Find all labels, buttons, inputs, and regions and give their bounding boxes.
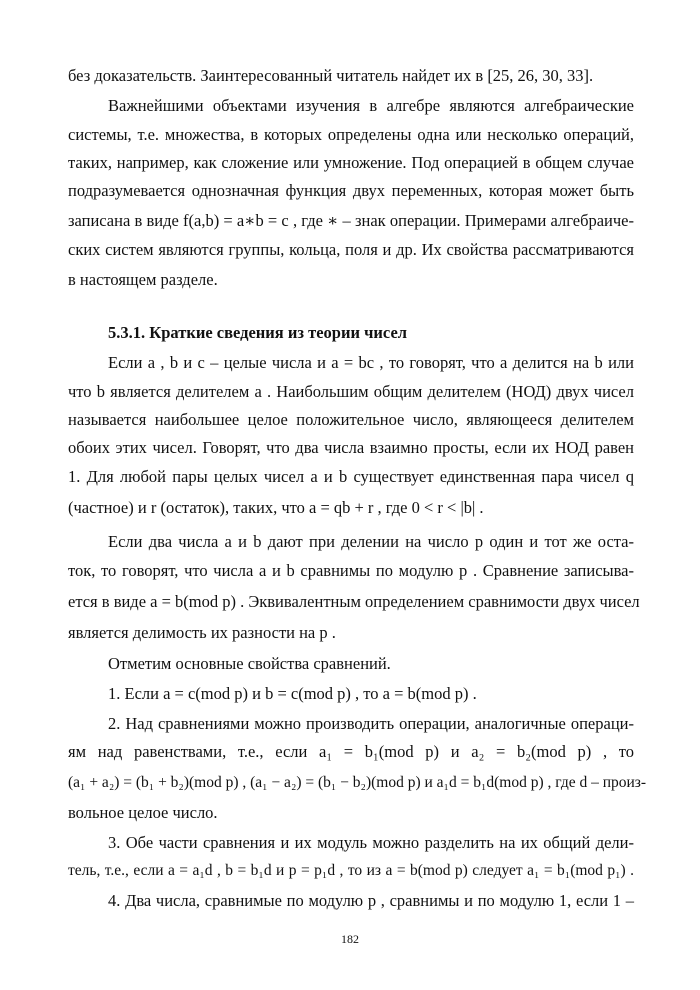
text-line: ских систем являются группы, кольца, поля и др. Их свойства рассматриваются [68, 240, 634, 259]
text-line: системы, т.е. множества, в которых определены одна или несколько операций, [68, 125, 634, 144]
text-line: 1. Для любой пары целых чисел a и b существует единственная пара чисел q [68, 467, 634, 486]
text-line: тель, т.е., если a = a₁d , b = b₁d и p = p₁d , то из a = b(mod p) следует a₁ = b₁(mod p₁) . [68, 862, 634, 879]
page-number: 182 [341, 932, 359, 946]
text-line: 3. Обе части сравнения и их модуль можно разделить на их общий дели- [108, 833, 634, 852]
text-line: в настоящем разделе. [68, 270, 218, 289]
text-line: 1. Если a = c(mod p) и b = c(mod p) , то a = b(mod p) . [108, 684, 477, 703]
text-line: без доказательств. Заинтересованный читатель найдет их в [25, 26, 30, 33]. [68, 66, 594, 85]
text-line: является делимость их разности на p . [68, 623, 336, 642]
text-line: (частное) и r (остаток), таких, что a = qb + r , где 0 < r < |b| . [68, 498, 484, 517]
text-line: обоих этих чисел. Говорят, что два числа взаимно просты, если их НОД равен [68, 438, 634, 457]
text-line: записана в виде f(a,b) = a∗b = c , где ∗ – знак операции. Примерами алгебраиче- [68, 211, 634, 230]
text-line: вольное целое число. [68, 803, 218, 822]
text-line: Если два числа a и b дают при делении на число p один и тот же оста- [108, 532, 634, 551]
text-line: Отметим основные свойства сравнений. [108, 654, 391, 673]
text-line: что b является делителем a . Наибольшим общим делителем (НОД) двух чисел [68, 382, 634, 401]
text-line: Важнейшими объектами изучения в алгебре являются алгебраические [108, 96, 634, 115]
text-line: называется наибольшее целое положительное число, являющееся делителем [68, 410, 634, 429]
text-line: 2. Над сравнениями можно производить операции, аналогичные операци- [108, 714, 634, 733]
text-line: ток, то говорят, что числа a и b сравнимы по модулю p . Сравнение записыва- [68, 561, 634, 580]
text-line: таких, например, как сложение или умножение. Под операцией в общем случае [68, 153, 634, 172]
text-line: ется в виде a = b(mod p) . Эквивалентным определением сравнимости двух чисел [68, 592, 640, 611]
text-line: (a₁ + a₂) = (b₁ + b₂)(mod p) , (a₁ − a₂) = (b₁ − b₂)(mod p) и a₁d = b₁d(mod p) , где d – произ- [68, 774, 647, 791]
section-heading: 5.3.1. Краткие сведения из теории чисел [108, 323, 408, 342]
text-line: 4. Два числа, сравнимые по модулю p , сравнимы и по модулю 1, если 1 – [108, 891, 634, 910]
text-line: Если a , b и c – целые числа и a = bc , то говорят, что a делится на b или [108, 353, 634, 372]
text-line: ям над равенствами, т.е., если a₁ = b₁(mod p) и a₂ = b₂(mod p) , то [68, 742, 634, 761]
text-line: подразумевается однозначная функция двух переменных, которая может быть [68, 181, 634, 200]
